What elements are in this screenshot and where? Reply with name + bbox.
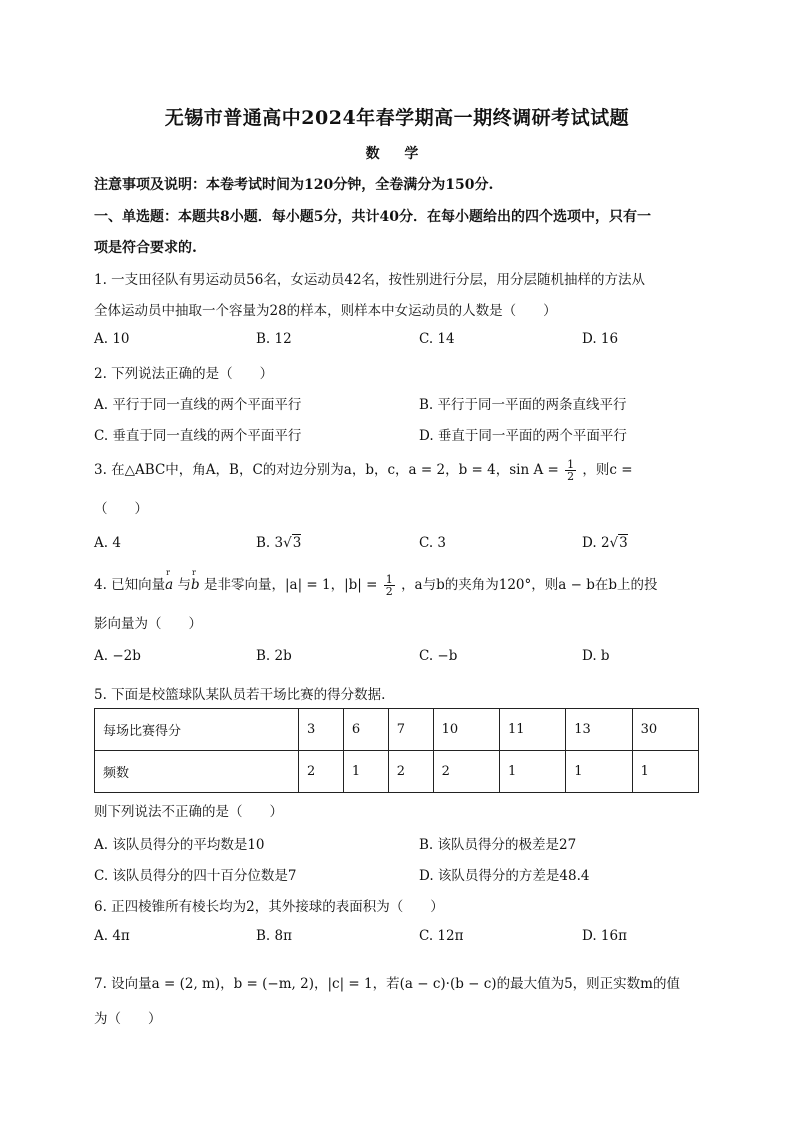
q3-frac-denominator: 2 — [567, 470, 575, 483]
q1-option-b: B. 12 — [256, 331, 292, 347]
table-cell: 1 — [499, 751, 565, 793]
q1-option-d: D. 16 — [582, 331, 619, 347]
notice-text: 注意事项及说明：本卷考试时间为120分钟，全卷满分为150分. — [94, 177, 494, 193]
q4-part-d: ，a与b的夹角为120°，则a − b在b上的投 — [401, 577, 658, 593]
q1-option-a: A. 10 — [94, 331, 130, 347]
q1-option-c: C. 14 — [419, 331, 455, 347]
q3-paren: （ ） — [94, 501, 148, 517]
section-heading-line2: 项是符合要求的. — [94, 240, 197, 256]
q5-option-d: D. 该队员得分的方差是48.4 — [419, 868, 590, 884]
q7-stem-line1: 7. 设向量a = (2, m)，b = (−m, 2)，|c| = 1，若(a − c)·(b − c)的最大值为5，则正实数m的值 — [94, 976, 680, 992]
table-cell: 30 — [632, 709, 698, 751]
table-cell: 2 — [299, 751, 344, 793]
q2-option-d: D. 垂直于同一平面的两个平面平行 — [419, 428, 627, 444]
q4-frac-denominator: 2 — [385, 585, 393, 598]
q7-stem-line2: 为（ ） — [94, 1011, 162, 1027]
vector-b: r b — [191, 577, 200, 593]
q3-option-d-coef: 2 — [600, 535, 610, 551]
q4-frac-numerator: 1 — [385, 573, 393, 586]
table-cell: 10 — [433, 709, 499, 751]
q3-stem-part-a: 3. 在△ABC中，角A，B，C的对边分别为a，b，c，a = 2，b = 4，sin A = — [94, 462, 559, 478]
q3-option-b-radicand: 3 — [292, 535, 302, 551]
table-cell: 13 — [566, 709, 632, 751]
table-cell: 3 — [299, 709, 344, 751]
table-cell: 1 — [632, 751, 698, 793]
table-row — [95, 709, 699, 751]
q3-option-d-label: D. — [582, 535, 597, 551]
q4-option-d: D. b — [582, 648, 610, 664]
q3-frac-numerator: 1 — [567, 458, 575, 471]
table-cell: 6 — [343, 709, 388, 751]
q6-option-a: A. 4π — [94, 928, 130, 944]
vector-a: r a — [165, 577, 173, 593]
q2-stem: 2. 下列说法正确的是（ ） — [94, 366, 274, 382]
q4-fraction — [384, 574, 395, 597]
q3-stem — [94, 458, 633, 482]
q6-option-d: D. 16π — [582, 928, 627, 944]
q4-stem-line1 — [94, 573, 658, 597]
q4-stem-line2: 影向量为（ ） — [94, 616, 202, 632]
q5-stem: 5. 下面是校篮球队某队员若干场比赛的得分数据. — [94, 687, 386, 703]
table-cell: 7 — [388, 709, 433, 751]
q4-part-c: 是非零向量，|a| = 1，|b| = — [203, 577, 378, 593]
subject-label: 数 学 — [365, 146, 429, 162]
q3-option-a: A. 4 — [94, 535, 121, 551]
table-cell: 1 — [343, 751, 388, 793]
q6-option-c: C. 12π — [419, 928, 464, 944]
q4-option-b: B. 2b — [256, 648, 292, 664]
table-row — [95, 751, 699, 793]
q3-option-b: B. 3√3 — [256, 535, 302, 551]
table-cell: 每场比赛得分 — [95, 709, 299, 751]
table-cell: 频数 — [95, 751, 299, 793]
q3-option-b-label: B. — [256, 535, 271, 551]
section-heading-line1: 一、单选题：本题共8小题．每小题5分，共计40分．在每小题给出的四个选项中，只有一 — [94, 209, 651, 225]
q5-option-a: A. 该队员得分的平均数是10 — [94, 837, 265, 853]
q4-part-a: 4. 已知向量 — [94, 577, 166, 593]
q5-question: 则下列说法不正确的是（ ） — [94, 804, 283, 820]
table-cell: 1 — [566, 751, 632, 793]
q1-stem-line1: 1. 一支田径队有男运动员56名，女运动员42名，按性别进行分层，用分层随机抽样的方法从 — [94, 272, 646, 288]
q2-option-b: B. 平行于同一平面的两条直线平行 — [419, 397, 627, 413]
table-cell: 2 — [388, 751, 433, 793]
table-cell: 2 — [433, 751, 499, 793]
q5-option-b: B. 该队员得分的极差是27 — [419, 837, 577, 853]
q1-stem-line2: 全体运动员中抽取一个容量为28的样本，则样本中女运动员的人数是（ ） — [94, 303, 557, 319]
q3-option-b-coef: 3 — [274, 535, 284, 551]
q4-part-b: 与 — [177, 577, 192, 593]
q3-fraction — [565, 459, 576, 482]
q4-option-a: A. −2b — [94, 648, 141, 664]
score-table — [94, 708, 699, 793]
q3-option-d: D. 2√3 — [582, 535, 628, 551]
q2-option-a: A. 平行于同一直线的两个平面平行 — [94, 397, 302, 413]
q6-stem: 6. 正四棱锥所有棱长均为2，其外接球的表面积为（ ） — [94, 899, 444, 915]
q5-option-c: C. 该队员得分的四十百分位数是7 — [94, 868, 297, 884]
q3-option-c: C. 3 — [419, 535, 447, 551]
q3-stem-part-b: ，则c = — [582, 462, 633, 478]
q6-option-b: B. 8π — [256, 928, 292, 944]
page-title: 无锡市普通高中2024年春学期高一期终调研考试试题 — [164, 107, 630, 129]
q2-option-c: C. 垂直于同一直线的两个平面平行 — [94, 428, 302, 444]
q4-option-c: C. −b — [419, 648, 458, 664]
table-cell: 11 — [499, 709, 565, 751]
q3-option-d-radicand: 3 — [619, 535, 628, 551]
